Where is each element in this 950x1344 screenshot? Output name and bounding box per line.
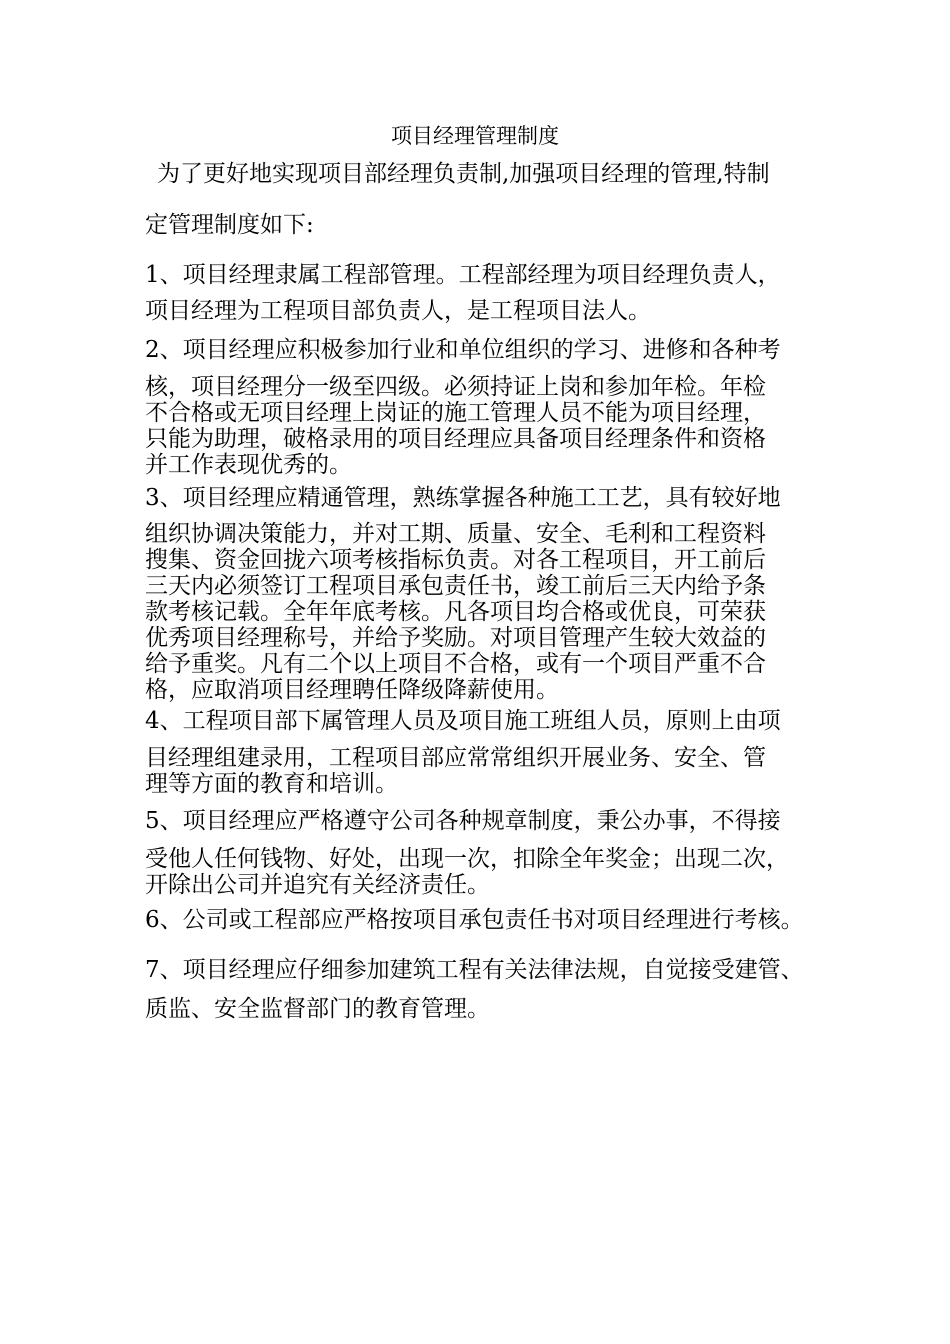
list-item-5	[145, 808, 835, 834]
document-title: 项目经理管理制度	[391, 124, 559, 148]
list-item-line: 2、项目经理应积极参加行业和单位组织的学习、进修和各种考	[145, 337, 781, 363]
list-item-3-cont	[145, 521, 835, 703]
list-item-3	[145, 485, 835, 511]
list-item-line: 核，项目经理分一级至四级。必须持证上岗和参加年检。年检	[145, 374, 766, 400]
list-item-7	[145, 957, 835, 983]
list-item-5-cont	[145, 846, 835, 898]
list-item-line: 5、项目经理应严格遵守公司各种规章制度，秉公办事，不得接	[145, 808, 781, 834]
list-item-line: 7、项目经理应仔细参加建筑工程有关法律法规，自觉接受建管、	[145, 957, 804, 983]
list-item-line: 格，应取消项目经理聘任降级降薪使用。	[145, 677, 559, 703]
list-item-line: 组织协调决策能力，并对工期、质量、安全、毛利和工程资料	[145, 521, 766, 547]
list-item-4	[145, 708, 835, 734]
list-item-line: 3、项目经理应精通管理，熟练掌握各种施工工艺，具有较好地	[145, 485, 781, 511]
list-item-line: 开除出公司并追究有关经济责任。	[145, 872, 490, 898]
list-item-line: 三天内必须签订工程项目承包责任书，竣工前后三天内给予条	[145, 573, 766, 599]
list-item-2	[145, 337, 835, 363]
list-item-line: 理等方面的教育和培训。	[145, 771, 398, 797]
intro-line: 为了更好地实现项目部经理负责制,加强项目经理的管理,特制	[157, 161, 770, 187]
list-item-line: 搜集、资金回拢六项考核指标负责。对各工程项目，开工前后	[145, 547, 766, 573]
list-item-6	[145, 907, 835, 933]
list-item-line: 并工作表现优秀的。	[145, 452, 352, 478]
intro-paragraph-cont	[145, 212, 835, 238]
list-item-line: 项目经理为工程项目部负责人，是工程项目法人。	[145, 298, 651, 324]
list-item-2-cont	[145, 374, 835, 478]
list-item-1-cont	[145, 298, 835, 324]
list-item-line: 受他人任何钱物、好处，出现一次，扣除全年奖金；出现二次，	[145, 846, 789, 872]
list-item-line: 给予重奖。凡有二个以上项目不合格，或有一个项目严重不合	[145, 651, 766, 677]
list-item-line: 只能为助理，破格录用的项目经理应具备项目经理条件和资格	[145, 426, 766, 452]
list-item-4-cont	[145, 745, 835, 797]
list-item-line: 6、公司或工程部应严格按项目承包责任书对项目经理进行考核。	[145, 907, 804, 933]
list-item-line: 4、工程项目部下属管理人员及项目施工班组人员，原则上由项	[145, 708, 781, 734]
list-item-line: 优秀项目经理称号，并给予奖励。对项目管理产生较大效益的	[145, 625, 766, 651]
list-item-1	[145, 262, 835, 288]
intro-line: 定管理制度如下:	[145, 212, 314, 238]
list-item-line: 款考核记载。全年年底考核。凡各项目均合格或优良，可荣获	[145, 599, 766, 625]
list-item-line: 目经理组建录用，工程项目部应常常组织开展业务、安全、管	[145, 745, 766, 771]
list-item-line: 1、项目经理隶属工程部管理。工程部经理为项目经理负责人，	[145, 262, 781, 288]
list-item-line: 不合格或无项目经理上岗证的施工管理人员不能为项目经理，	[145, 400, 766, 426]
intro-paragraph	[145, 161, 835, 187]
list-item-7-cont	[145, 996, 835, 1022]
list-item-line: 质监、安全监督部门的教育管理。	[145, 996, 490, 1022]
